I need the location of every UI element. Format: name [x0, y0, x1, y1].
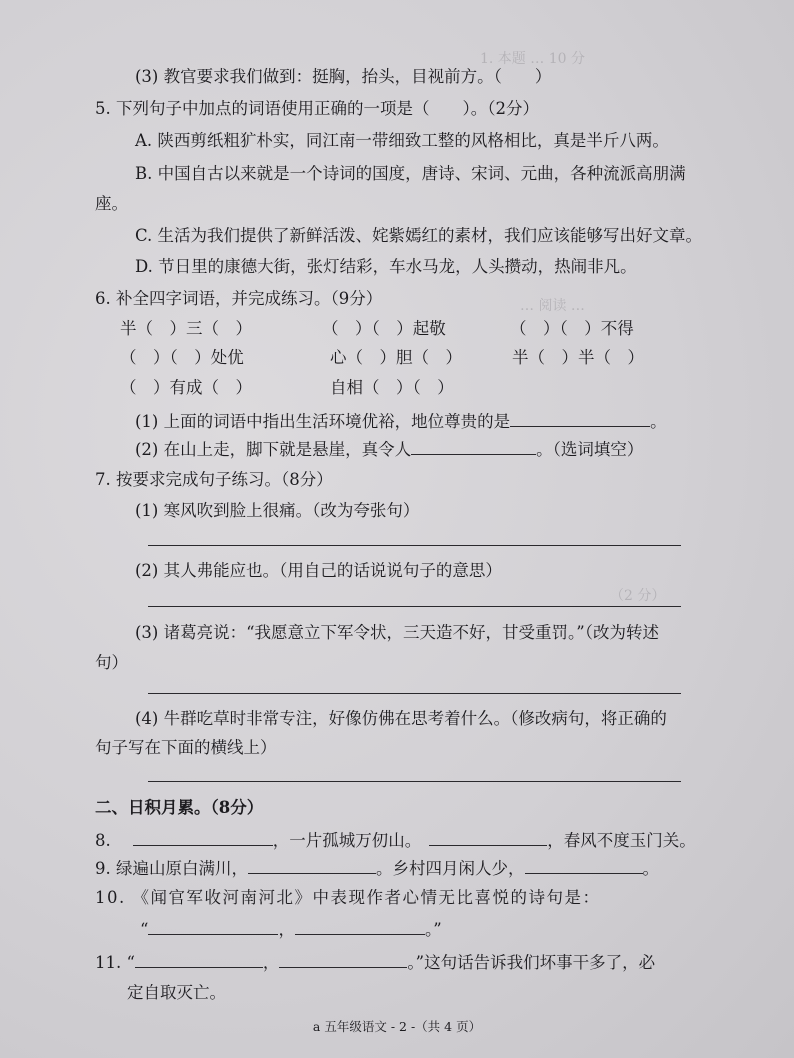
answer-line[interactable]: [148, 781, 681, 782]
q6-idiom: （ ）有成（ ）: [120, 378, 252, 397]
q7-item-4-cont: 句子写在下面的横线上）: [95, 738, 277, 757]
answer-line[interactable]: [148, 693, 681, 694]
answer-blank[interactable]: [133, 829, 273, 846]
answer-blank[interactable]: [411, 438, 536, 455]
answer-blank[interactable]: [295, 918, 425, 935]
q6-idiom: 半（ ）半（ ）: [512, 348, 644, 367]
q7-item-1: (1) 寒风吹到脸上很痛。（改为夸张句）: [135, 501, 420, 520]
q7-item-3: (3) 诸葛亮说：“我愿意立下军令状，三天造不好，甘受重罚。”（改为转述: [135, 623, 659, 642]
q7-stem: 7. 按要求完成句子练习。（8分）: [95, 470, 333, 489]
q6-idiom: 自相（ ）（ ）: [330, 378, 454, 397]
answer-blank[interactable]: [279, 951, 407, 968]
q5-option-b: B. 中国自古以来就是一个诗词的国度，唐诗、宋词、元曲，各种流派高朋满: [135, 164, 686, 183]
section-2-heading: 二、日积月累。（8分）: [95, 798, 264, 817]
answer-line[interactable]: [148, 545, 681, 546]
q9: 9. 绿遍山原白满川， 。乡村四月闲人少， 。: [95, 859, 659, 878]
q6-idiom: （ ）（ ）起敬: [322, 319, 446, 338]
q5-option-a: A. 陕西剪纸粗犷朴实，同江南一带细致工整的风格相比，真是半斤八两。: [135, 131, 669, 150]
q8: 8. ，一片孤城万仞山。 ，春风不度玉门关。: [95, 831, 696, 850]
q7-item-3-cont: 句）: [95, 653, 128, 672]
q5-option-c: C. 生活为我们提供了新鲜活泼、姹紫嫣红的素材，我们应该能够写出好文章。: [135, 226, 703, 245]
q6-sub-1: (1) 上面的词语中指出生活环境优裕，地位尊贵的是 。: [135, 412, 667, 431]
q6-idiom: 心（ ）胆（ ）: [330, 348, 462, 367]
q6-sub-2: (2) 在山上走，脚下就是悬崖，真令人 。（选词填空）: [135, 440, 644, 459]
bleed-through-text: （2 分）: [610, 588, 666, 604]
q6-stem: 6. 补全四字词语，并完成练习。（9分）: [95, 289, 383, 308]
q6-idiom: 半（ ）三（ ）: [120, 319, 252, 338]
answer-blank[interactable]: [135, 951, 263, 968]
q11: 11. “ ， 。”这句话告诉我们坏事干多了，必: [95, 953, 656, 972]
q5-stem: 5. 下列句子中加点的词语使用正确的一项是（ ）。（2分）: [95, 99, 539, 118]
q6-idiom: （ ）（ ）不得: [510, 319, 634, 338]
answer-blank[interactable]: [510, 410, 650, 427]
answer-blank[interactable]: [525, 857, 643, 874]
q5-option-d: D. 节日里的康德大街，张灯结彩，车水马龙，人头攒动，热闹非凡。: [135, 257, 637, 276]
q4-item-3: (3) 教官要求我们做到：挺胸，抬头，目视前方。（ ）: [135, 67, 552, 86]
answer-blank[interactable]: [429, 829, 547, 846]
bleed-through-text: 1. 本题 … 10 分: [480, 51, 585, 67]
q10: 10. 《闻官军收河南河北》中表现作者心情无比喜悦的诗句是：: [95, 888, 601, 907]
answer-line[interactable]: [148, 606, 681, 607]
page-footer: a 五年级语文 - 2 -（共 4 页）: [312, 1019, 482, 1034]
answer-blank[interactable]: [248, 857, 376, 874]
q6-idiom: （ ）（ ）处优: [120, 348, 244, 367]
q11-cont: 定自取灭亡。: [127, 983, 226, 1002]
q5-option-b-cont: 座。: [95, 194, 128, 213]
bleed-through-text: … 阅读 …: [520, 298, 585, 314]
q10-answer: “ ， 。”: [140, 920, 442, 939]
answer-blank[interactable]: [148, 918, 278, 935]
q7-item-4: (4) 牛群吃草时非常专注，好像仿佛在思考着什么。（修改病句，将正确的: [135, 709, 667, 728]
q7-item-2: (2) 其人弗能应也。（用自己的话说说句子的意思）: [135, 561, 502, 580]
